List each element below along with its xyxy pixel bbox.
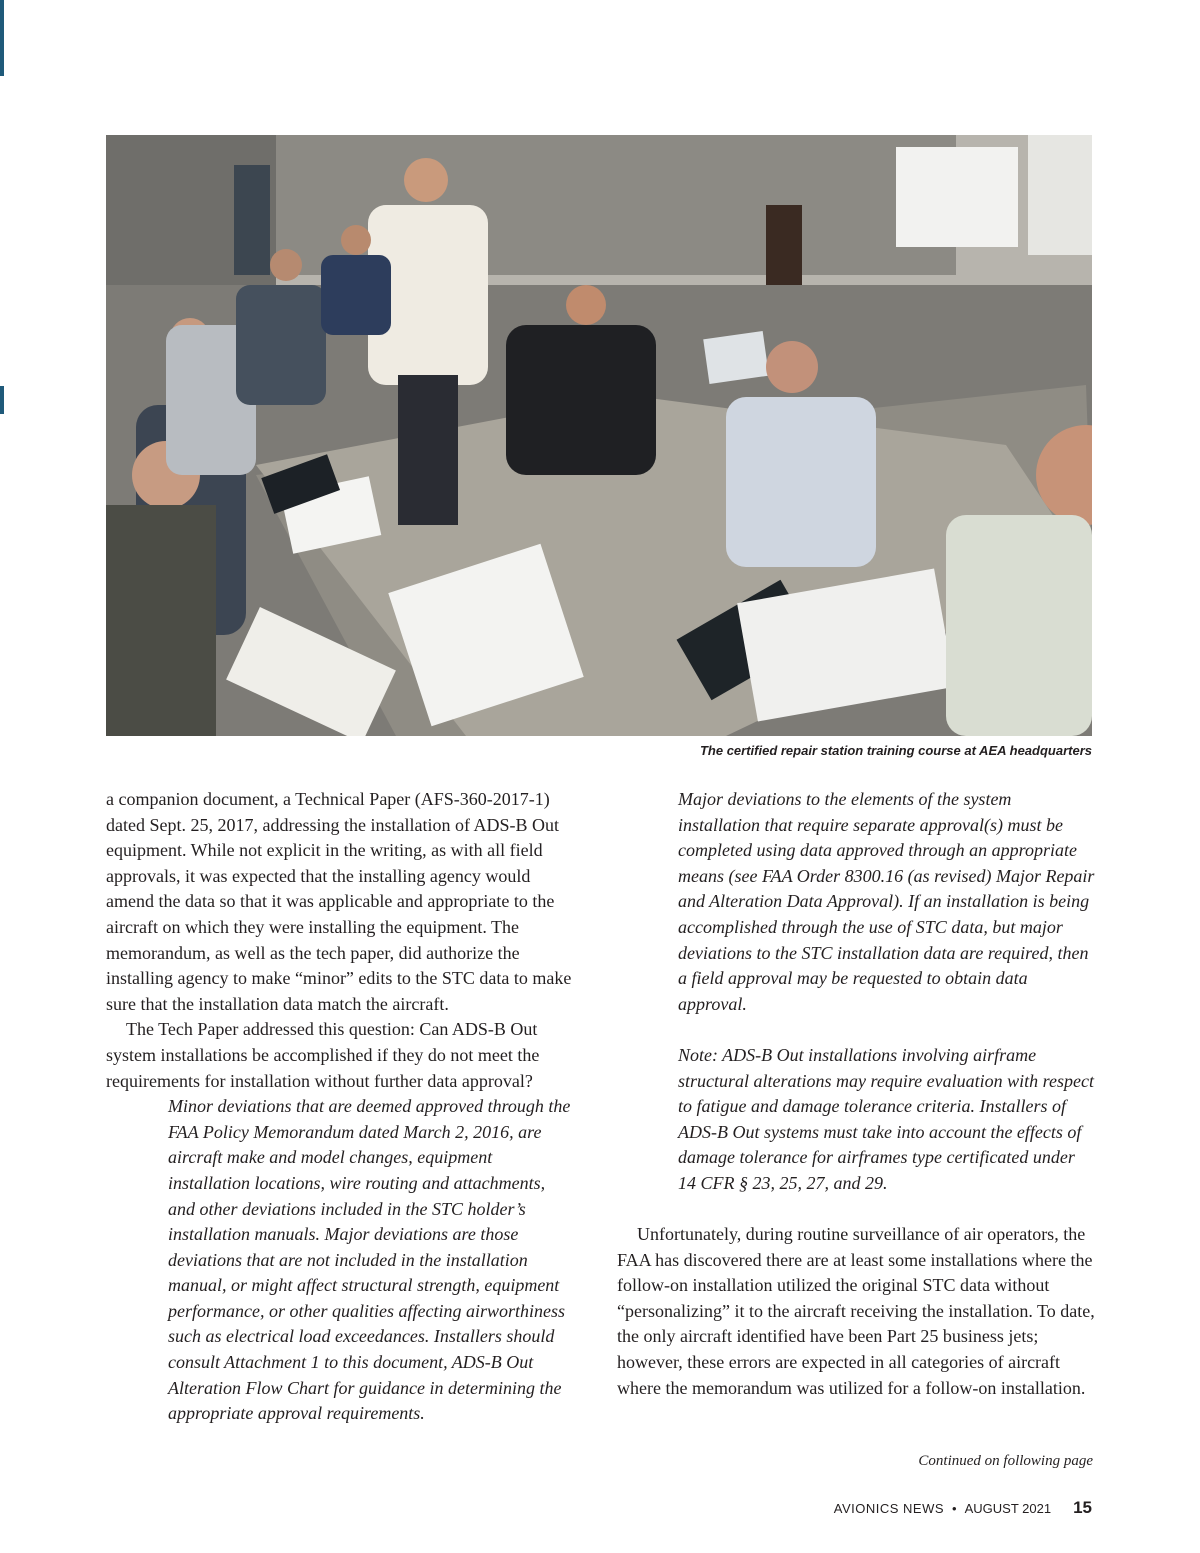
- classroom-photo-illustration: [106, 135, 1092, 736]
- right-column: [617, 787, 1095, 1401]
- paragraph-spacer: [617, 1017, 1095, 1043]
- page-footer: [834, 1498, 1092, 1518]
- body-paragraph: The Tech Paper addressed this question: Can ADS-B Out system installations be accomplished if they do not meet the requirements for installation without further data approval?: [106, 1019, 540, 1091]
- page-number: 15: [1073, 1498, 1092, 1517]
- footer-separator: •: [952, 1501, 957, 1516]
- body-paragraph: a companion document, a Technical Paper (AFS-360-2017-1) dated Sept. 25, 2017, addressing the installation of ADS-B Out equipment. While not explicit in the writing, as with all field approvals, it was expected that the installing agency would amend the data so that it was applicable and appropriate to the aircraft on which they were installing the equipment. The memorandum, as well as the tech paper, did authorize the installing agency to make “minor” edits to the STC data to make sure that the installation data match the aircraft.: [106, 789, 572, 1014]
- classroom-photo: [106, 135, 1092, 736]
- continued-note: Continued on following page: [918, 1453, 1093, 1469]
- page-edge-marker-top: [0, 0, 4, 76]
- paragraph-spacer: [617, 1197, 1095, 1223]
- page-edge-marker-middle: [0, 386, 4, 414]
- issue-date: AUGUST 2021: [964, 1501, 1052, 1516]
- block-quote-note: Note: ADS-B Out installations involving airframe structural alterations may require evaluation with respect to fatigue and damage tolerance criteria. Installers of ADS-B Out systems must take into account the effects of damage tolerance for airframes type certificated under 14 CFR § 23, 25, 27, and 29.: [678, 1044, 1094, 1193]
- body-paragraph: Unfortunately, during routine surveillance of air operators, the FAA has discovered there are at least some installations where the follow-on installation utilized the original STC data without “personalizing” it to the aircraft receiving the installation. To date, the only aircraft identified have been Part 25 business jets; however, these errors are expected in all categories of aircraft where the memorandum was utilized for a follow-on installation.: [617, 1224, 1095, 1398]
- left-column: [106, 787, 576, 1427]
- block-quote: Major deviations to the elements of the system installation that require separate approval(s) must be completed using data approved through an appropriate means (see FAA Order 8300.16 (as revised) Major Repair and Alteration Data Approval). If an installation is being accomplished through the use of STC data, but major deviations to the STC installation data are required, then a field approval may be requested to obtain data approval.: [678, 789, 1095, 1014]
- block-quote: Minor deviations that are deemed approved through the FAA Policy Memorandum dated March 2, 2016, are aircraft make and model changes, equipment installation locations, wire routing and attachments, and other deviations included in the STC holder’s installation manuals. Major deviations are those deviations that are not included in the installation manual, or might affect structural strength, equipment performance, or other qualities affecting airworthiness such as electrical load exceedances. Installers should consult Attachment 1 to this document, ADS-B Out Alteration Flow Chart for guidance in determining the appropriate approval requirements.: [168, 1096, 571, 1424]
- photo-caption: The certified repair station training course at AEA headquarters: [699, 743, 1092, 758]
- publication-name: AVIONICS NEWS: [833, 1501, 945, 1516]
